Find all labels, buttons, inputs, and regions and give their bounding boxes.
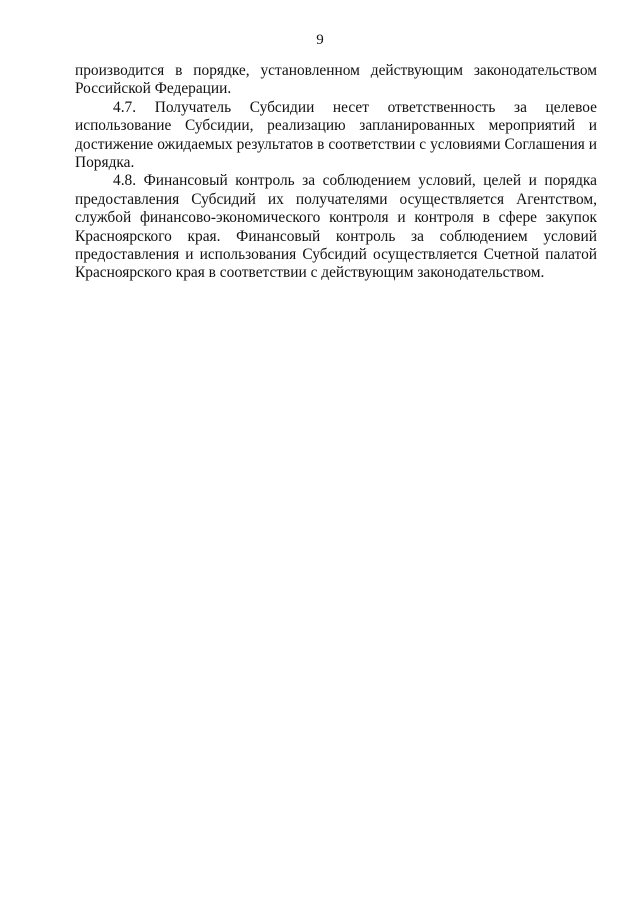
paragraph-4-8: 4.8. Финансовый контроль за соблюдением условий, целей и порядка предоставления Субсидий их получателями осуществляется Агентством, службой финансово-экономического контроля и контроля в сфере закупок Красноярского края. Финансовый контроль за соблюдением условий предоставления и использования Субсидий осуществляется Счетной палатой Красноярского края в соответствии с действующим законодательством. [75, 172, 597, 282]
page-number: 9 [316, 32, 324, 48]
document-body [75, 62, 597, 283]
paragraph-4-7: 4.7. Получатель Субсидии несет ответственность за целевое использование Субсидии, реализацию запланированных мероприятий и достижение ожидаемых результатов в соответствии с условиями Соглашения и Порядка. [75, 98, 597, 172]
paragraph-continuation: производится в порядке, установленном действующим законодательством Российской Федерации. [75, 62, 597, 98]
